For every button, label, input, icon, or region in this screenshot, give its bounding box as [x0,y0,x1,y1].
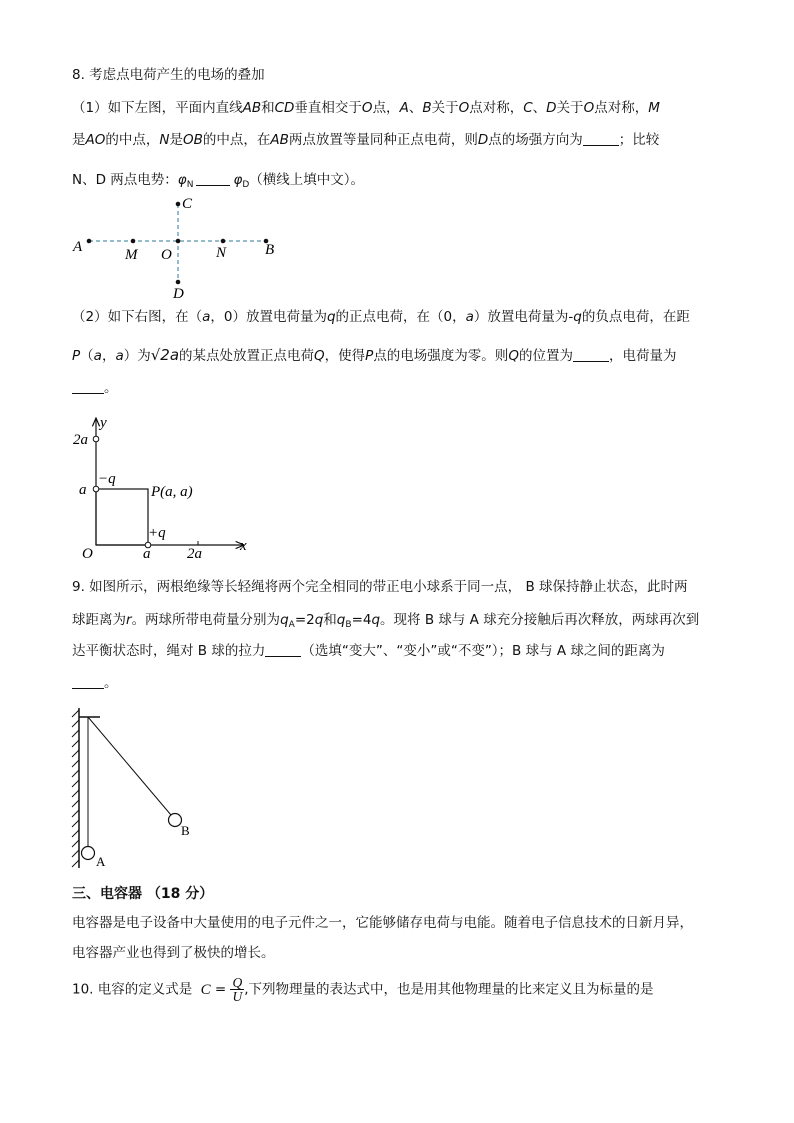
answer-blank-distance[interactable] [72,674,104,689]
q9-line1: 9. 如图所示，两根绝缘等长轻绳将两个完全相同的带正电小球系于同一点， B 球保持静止状态，此时两 [72,579,688,595]
q9-line3: 达平衡状态时，绳对 B 球的拉力 （选填“变大”、“变小”或“不变”）；B 球与 A 球之间的距离为 [72,643,665,659]
label-2a-y: 2a [73,432,88,448]
section-paragraph-line2: 电容器产业也得到了极快的增长。 [72,945,275,961]
label-minus-q: −q [98,471,116,487]
square-outline [96,489,148,545]
section-heading-capacitor: 三、电容器 （18 分） [72,886,214,902]
label-x-axis: x [240,538,247,554]
label-P: P(a, a) [151,484,193,500]
sqrt2a-expression: √2a [150,346,180,364]
q9-line2: 球距离为r。两球所带电荷量分别为$q_A=2q$和$q_B=4q$。现将 B 球与 A 球充分接触后再次释放，两球再次到 [72,612,700,630]
q8-part1-line1: （1）如下左图，平面内直线AB和CD垂直相交于O点，A、B关于O点对称，C、D关于O点对称，M [72,100,660,116]
answer-blank-tension[interactable] [265,642,301,657]
label-plus-q: +q [148,525,166,541]
figure-hanging-balls [68,700,218,872]
label-2a-x: 2a [187,546,202,562]
label-ball-B: B [181,823,190,838]
q8-title: 8. 考虑点电荷产生的电场的叠加 [72,67,265,83]
answer-blank-potential-compare[interactable] [196,171,230,186]
point-A [87,239,92,244]
point-N [221,239,226,244]
answer-blank-field-direction[interactable] [583,131,619,146]
label-ball-A: A [96,854,106,869]
ball-A [82,847,95,860]
label-O: O [161,247,172,263]
label-N: N [216,245,227,261]
string-B [88,717,171,815]
label-a-x: a [143,546,151,562]
label-D: D [173,286,184,302]
point-2a-y [93,436,99,442]
point-O [176,239,181,244]
q8-part2-line2: P（a，a）为√2a的某点处放置正点电荷Q，使得P点的电场强度为零。则Q的位置为 ，电荷量为 [72,346,677,364]
figure-coordinate-system [70,410,270,565]
answer-blank-Q-charge[interactable] [72,379,104,394]
q9-line4: 。 [72,674,118,692]
label-M: M [125,247,138,263]
q8-part1-line3: N、D 两点电势：$\varphi_N$ $\varphi_D$（横线上填中文）。 [72,172,365,190]
label-C: C [182,196,193,212]
wall-hatching [72,710,79,867]
q8-part2-line1: （2）如下右图，在（a，0）放置电荷量为q的正点电荷，在（0，a）放置电荷量为-q的负点电荷，在距 [72,309,690,325]
label-origin: O [82,546,93,562]
fraction-Q-over-U: $\frac{Q}{U}$ [232,975,243,1004]
q8-part1-line2: 是AO的中点，N是OB的中点，在AB两点放置等量同种正点电荷，则D点的场强方向为 ；比较 [72,132,660,148]
q10-line1: 10. 电容的定义式是 C = $\frac{Q}{U}$ ,下列物理量的表达式中，也是用其他物理量的比来定义且为标量的是 [72,975,654,1004]
answer-blank-Q-position[interactable] [573,347,609,362]
label-B: B [265,242,275,258]
label-a-y: a [79,482,87,498]
label-y-axis: y [100,415,107,431]
point-M [131,239,136,244]
point-C [176,202,181,207]
ball-B [169,814,182,827]
negative-charge [93,486,99,492]
point-D [176,280,181,285]
section-paragraph-line1: 电容器是电子设备中大量使用的电子元件之一，它能够储存电荷与电能。随着电子信息技术的日新月异， [72,915,693,931]
q8-part2-line3: 。 [72,379,118,397]
label-A: A [73,239,83,255]
figure-perpendicular-lines [70,192,290,302]
